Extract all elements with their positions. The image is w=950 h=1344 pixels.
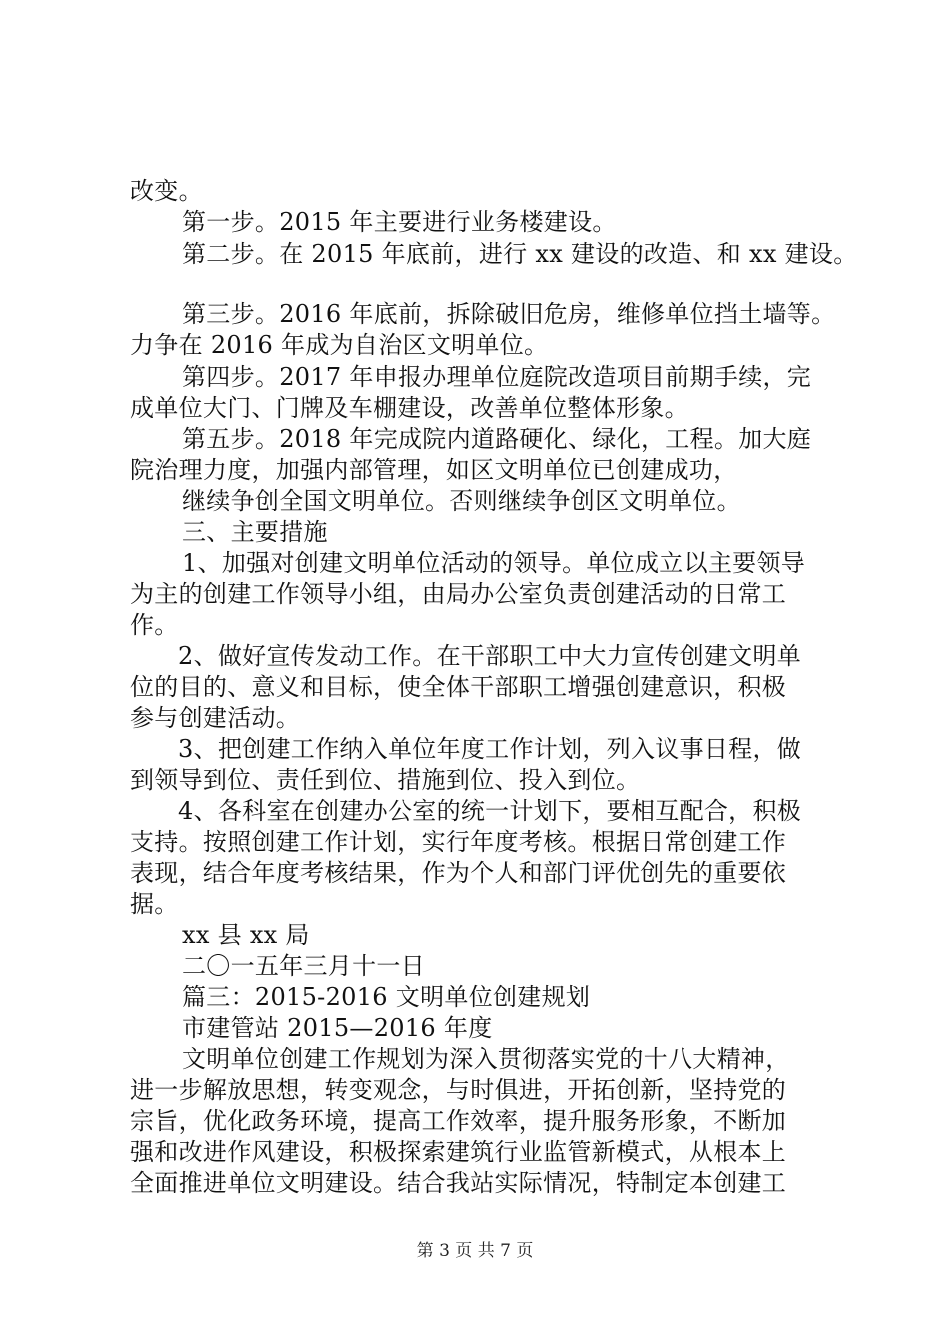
text-line: 第二步。在 2015 年底前，进行 xx 建设的改造、和 xx 建设。 [182,240,858,268]
text-line: 院治理力度，加强内部管理，如区文明单位已创建成功， [130,456,738,484]
text-line: 改变。 [130,177,203,205]
text-line: 支持。按照创建工作计划，实行年度考核。根据日常创建工作 [130,828,787,856]
text-line: 参与创建活动。 [130,704,301,732]
chapter-title: 篇三：2015-2016 文明单位创建规划 [182,983,591,1011]
text-line: 强和改进作风建设，积极探索建筑行业监管新模式，从根本上 [130,1138,787,1166]
text-line: 作。 [130,611,179,639]
text-line: 力争在 2016 年成为自治区文明单位。 [130,331,549,359]
text-line: 全面推进单位文明建设。结合我站实际情况，特制定本创建工 [130,1169,787,1197]
text-line: 据。 [130,890,179,918]
text-line: 进一步解放思想，转变观念，与时俱进，开拓创新，坚持党的 [130,1076,787,1104]
text-line: 4、各科室在创建办公室的统一计划下，要相互配合，积极 [178,797,802,825]
text-line: 1、加强对创建文明单位活动的领导。单位成立以主要领导 [182,549,806,577]
signature-date: 二〇一五年三月十一日 [182,952,425,980]
text-line: 文明单位创建工作规划为深入贯彻落实党的十八大精神， [182,1045,790,1073]
text-line: 表现，结合年度考核结果，作为个人和部门评优创先的重要依 [130,859,787,887]
text-line: 继续争创全国文明单位。否则继续争创区文明单位。 [182,487,741,515]
text-line: 第三步。2016 年底前，拆除破旧危房，维修单位挡土墙等。 [182,300,836,328]
text-line: 第一步。2015 年主要进行业务楼建设。 [182,208,617,236]
text-line: 成单位大门、门牌及车棚建设，改善单位整体形象。 [130,394,689,422]
text-line: 宗旨，优化政务环境，提高工作效率，提升服务形象，不断加 [130,1107,787,1135]
page-number-footer: 第 3 页 共 7 页 [416,1241,534,1261]
text-line: 第五步。2018 年完成院内道路硬化、绿化，工程。加大庭 [182,425,812,453]
text-line: 为主的创建工作领导小组，由局办公室负责创建活动的日常工 [130,580,787,608]
text-line: 到领导到位、责任到位、措施到位、投入到位。 [130,766,641,794]
text-line: 位的目的、意义和目标，使全体干部职工增强创建意识，积极 [130,673,787,701]
text-line: 3、把创建工作纳入单位年度工作计划，列入议事日程，做 [178,735,802,763]
text-line: 第四步。2017 年申报办理单位庭院改造项目前期手续，完 [182,363,812,391]
section-heading: 三、主要措施 [182,518,328,546]
signature-org: xx 县 xx 局 [182,921,310,949]
subtitle: 市建管站 2015—2016 年度 [182,1014,493,1042]
text-line: 2、做好宣传发动工作。在干部职工中大力宣传创建文明单 [178,642,802,670]
